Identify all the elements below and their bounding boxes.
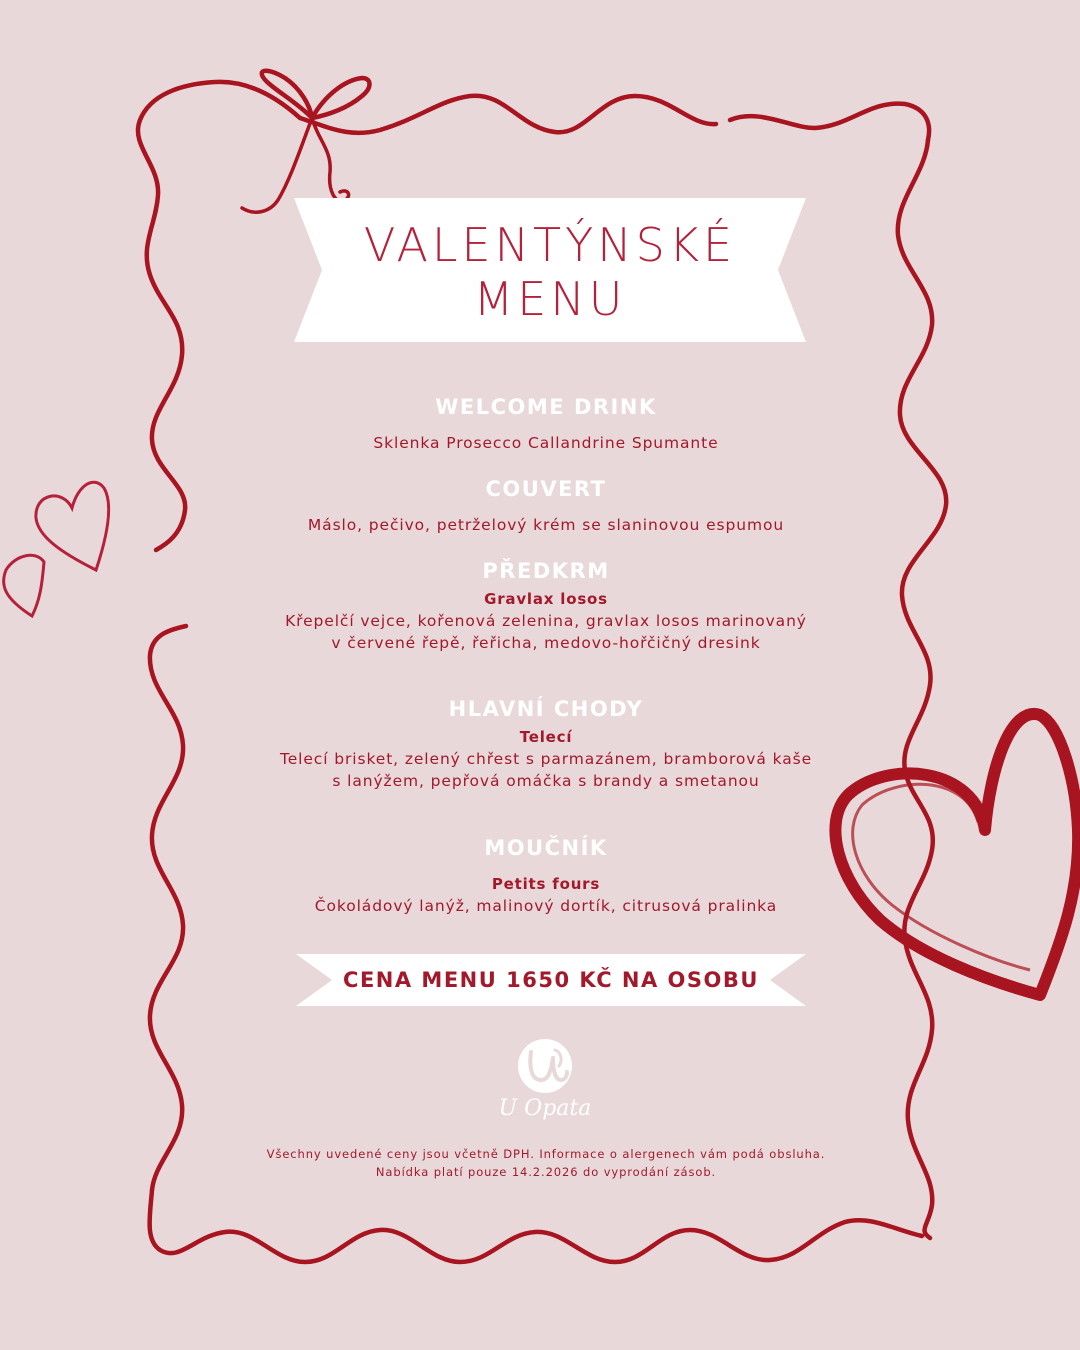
title-banner	[294, 198, 806, 342]
restaurant-name: U Opata	[498, 1096, 592, 1121]
footer-note	[190, 1145, 902, 1181]
section-description: Máslo, pečivo, petrželový krém se slaninovou espumou	[307, 516, 785, 534]
section-description: Sklenka Prosecco Callandrine Spumante	[373, 434, 719, 452]
section-description-line-1: Křepelčí vejce, kořenová zelenina, gravlax losos marinovaný	[285, 612, 807, 630]
restaurant-logo	[495, 1036, 595, 1126]
section-description-line-1: Telecí brisket, zelený chřest s parmazánem, bramborová kaše	[279, 750, 813, 768]
section-title: PŘEDKRM	[482, 559, 610, 583]
ribbon-top-edge	[300, 96, 929, 140]
footer-line-2: Nabídka platí pouze 14.2.2026 do vyprodání zásob.	[375, 1165, 717, 1179]
section-dish: Telecí	[519, 728, 573, 746]
menu-section-couvert	[190, 474, 902, 536]
restaurant-logo-icon	[495, 1036, 595, 1096]
heart-medium-icon	[36, 482, 109, 570]
section-description: Čokoládový lanýž, malinový dortík, citrusová pralinka	[314, 897, 778, 915]
price-banner	[296, 954, 806, 1006]
section-dish: Gravlax losos	[484, 590, 608, 608]
section-title: WELCOME DRINK	[435, 395, 657, 419]
section-dish: Petits fours	[491, 875, 601, 893]
heart-small-icon	[4, 555, 44, 616]
menu-section-moucnik	[190, 833, 902, 917]
section-description-line-2: v červené řepě, řeřicha, medovo-hořčičný dresink	[331, 634, 761, 652]
ribbon-bottom-edge	[150, 1190, 922, 1262]
price-label: CENA MENU 1650 KČ NA OSOBU	[343, 968, 759, 992]
title-line-2: MENU	[473, 272, 627, 326]
section-title: COUVERT	[485, 477, 607, 501]
menu-section-hlavni-chody	[190, 694, 902, 792]
section-description-line-2: s lanýžem, pepřová omáčka s brandy a smetanou	[332, 772, 760, 790]
section-title: MOUČNÍK	[484, 836, 608, 860]
menu-section-welcome-drink	[190, 392, 902, 454]
section-title: HLAVNÍ CHODY	[448, 697, 644, 721]
menu-section-predkrm	[190, 556, 902, 654]
title-line-1: VALENTÝNSKÉ	[363, 218, 737, 272]
bow-loop-right	[312, 78, 370, 118]
ribbon-right-edge	[898, 140, 946, 1238]
footer-line-1: Všechny uvedené ceny jsou včetně DPH. Informace o alergenech vám podá obsluha.	[266, 1147, 826, 1161]
ribbon-left-lower-edge	[150, 626, 186, 1190]
page-title	[294, 218, 806, 326]
